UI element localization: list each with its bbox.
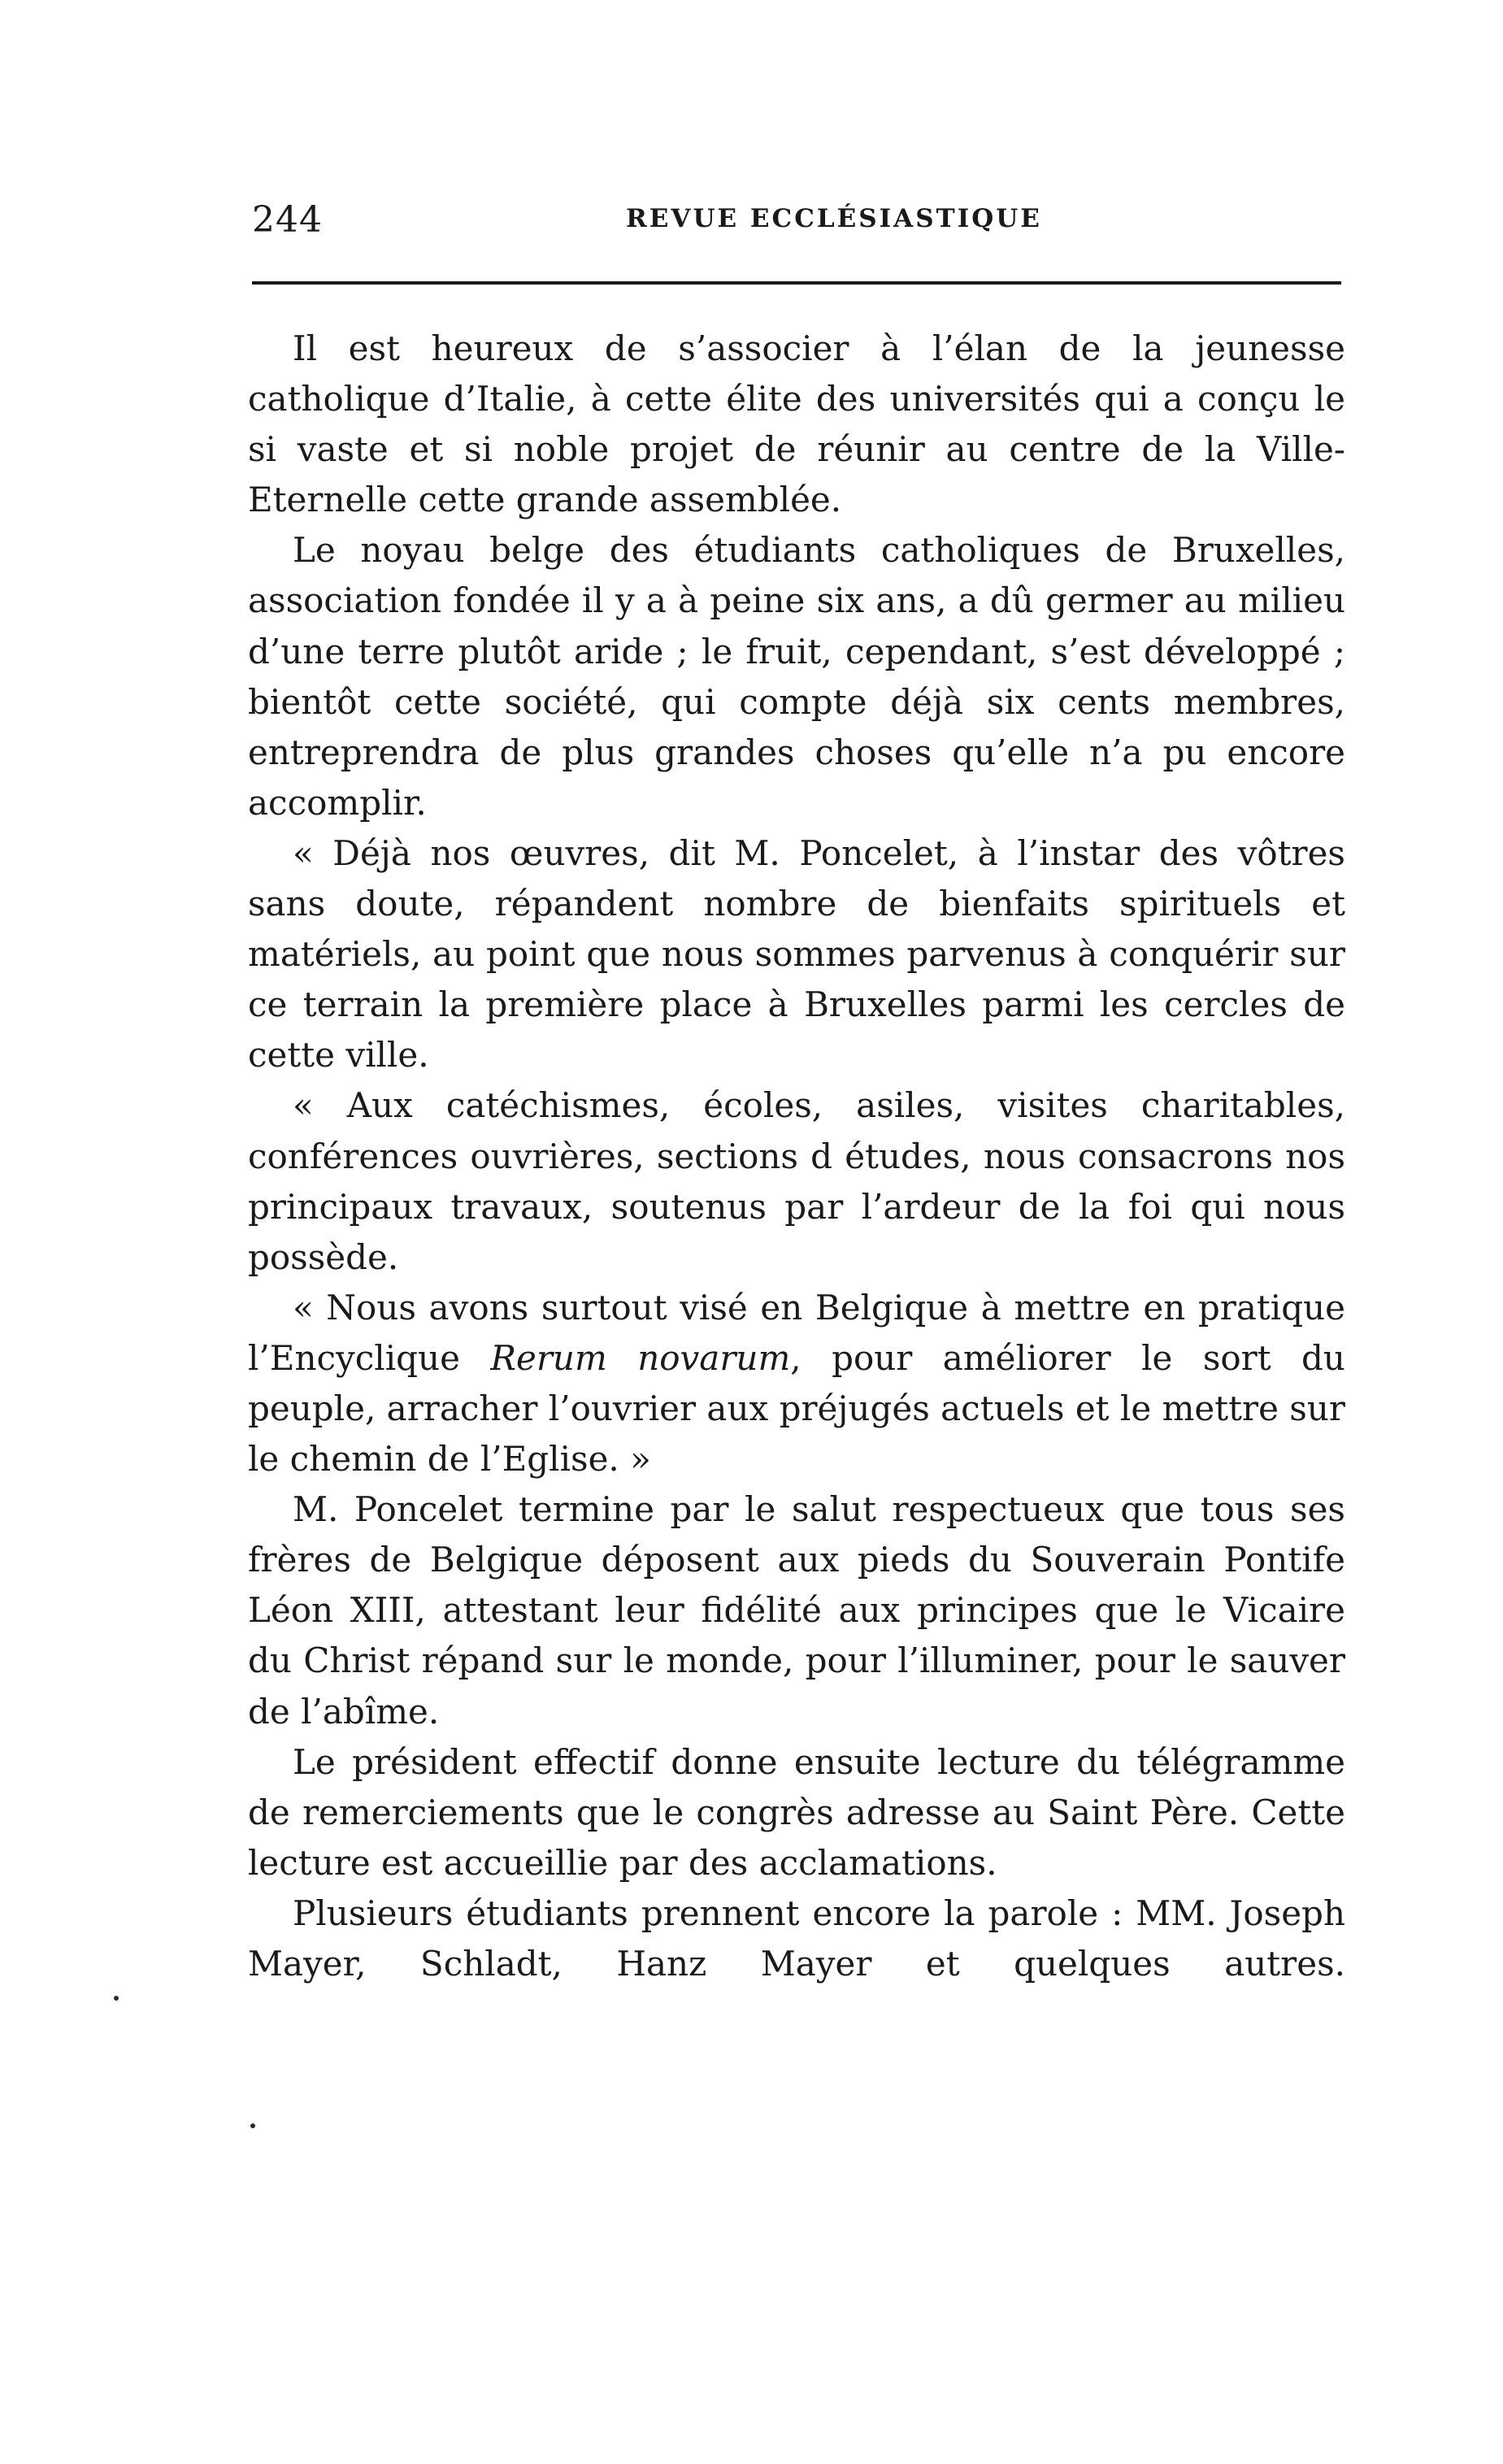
page-number: 244 xyxy=(252,199,323,241)
paragraph-6: M. Poncelet termine par le salut respectueux que tous ses frères de Belgique déposent aux pieds du Souverain Pontife Léon XIII, attestant leur fidélité aux principes que le Vicaire du Christ répand sur le monde, pour l’illuminer, pour le sauver de l’abîme. xyxy=(248,1489,1345,1732)
paragraph-7: Le président effectif donne ensuite lecture du télégramme de remerciements que le congrès adresse au Saint Père. Cette lecture est accueillie par des acclamations. xyxy=(248,1741,1345,1883)
paragraph-5 xyxy=(248,1283,1345,1484)
paragraph-4: « Aux catéchismes, écoles, asiles, visites charitables, conférences ouvrières, sections d études, nous consacrons nos principaux travaux, soutenus par l’ardeur de la foi qui nous possède. xyxy=(248,1085,1345,1277)
body-text xyxy=(248,324,1345,1989)
paragraph-1: Il est heureux de s’associer à l’élan de la jeunesse catholique d’Italie, à cette élite des universités qui a conçu le si vaste et si noble projet de réunir au centre de la Ville-Eternelle cette grande assemblée. xyxy=(248,328,1345,520)
header-rule xyxy=(252,281,1341,285)
encyclical-title: Rerum novarum xyxy=(490,1337,791,1378)
paragraph-5-before: « Nous avons surtout visé en Belgique à mettre en pratique l’Encyclique xyxy=(248,1287,1345,1378)
print-speck xyxy=(114,1996,119,2001)
paragraph-8: Plusieurs étudiants prennent encore la parole : MM. Joseph Mayer, Schladt, Hanz Mayer et quelques autres. xyxy=(248,1893,1345,1984)
running-head xyxy=(252,199,1341,248)
print-speck xyxy=(250,2123,255,2128)
paragraph-5-after: , pour améliorer le sort du peuple, arracher l’ouvrier aux préjugés actuels et le mettre sur le chemin de l’Eglise. » xyxy=(248,1337,1345,1480)
journal-title: REVUE ECCLÉSIASTIQUE xyxy=(626,204,1042,233)
paragraph-3: « Déjà nos œuvres, dit M. Poncelet, à l’instar des vôtres sans doute, répandent nombre de bienfaits spirituels et matériels, au point que nous sommes parvenus à conquérir sur ce terrain la première place à Bruxelles parmi les cercles de cette ville. xyxy=(248,832,1345,1076)
paragraph-2: Le noyau belge des étudiants catholiques de Bruxelles, association fondée il y a à peine six ans, a dû germer au milieu d’une terre plutôt aride ; le fruit, cependant, s’est développé ; bientôt cette société, qui compte déjà six cents membres, entreprendra de plus grandes choses qu’elle n’a pu encore accomplir. xyxy=(248,530,1345,823)
